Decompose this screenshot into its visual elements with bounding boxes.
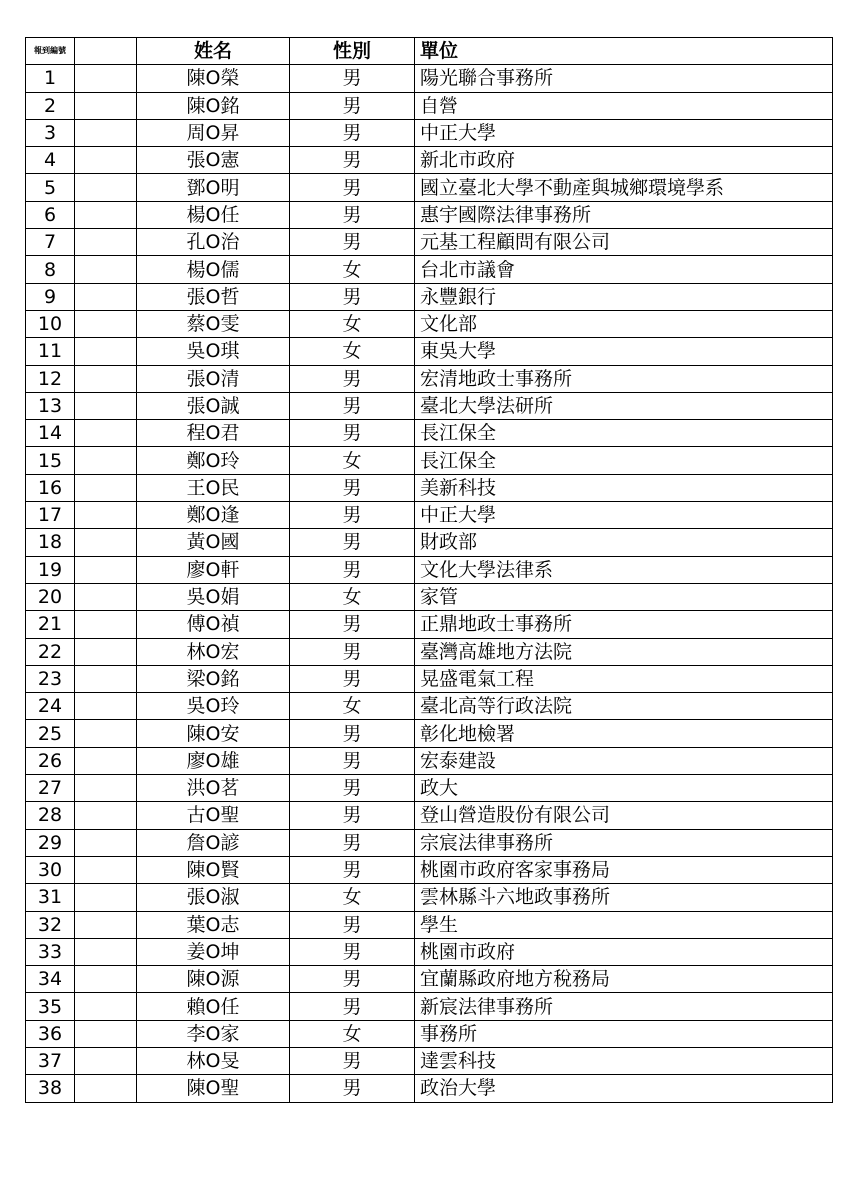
row-blank-cell <box>75 583 137 610</box>
row-name-cell: 楊O儒 <box>137 256 290 283</box>
row-blank-cell <box>75 365 137 392</box>
table-row <box>26 392 833 419</box>
row-number-cell: 38 <box>26 1075 75 1102</box>
row-name-cell: 廖O軒 <box>137 556 290 583</box>
table-row <box>26 720 833 747</box>
row-number-cell: 25 <box>26 720 75 747</box>
row-blank-cell <box>75 338 137 365</box>
row-blank-cell <box>75 502 137 529</box>
row-organization-cell: 正鼎地政士事務所 <box>415 611 833 638</box>
row-blank-cell <box>75 966 137 993</box>
row-number-cell: 2 <box>26 92 75 119</box>
table-row <box>26 693 833 720</box>
row-name-cell: 孔O治 <box>137 229 290 256</box>
row-organization-cell: 文化大學法律系 <box>415 556 833 583</box>
row-blank-cell <box>75 201 137 228</box>
table-row <box>26 174 833 201</box>
row-name-cell: 張O誠 <box>137 392 290 419</box>
table-body <box>26 65 833 1102</box>
row-gender-cell: 女 <box>290 583 415 610</box>
row-blank-cell <box>75 92 137 119</box>
row-number-cell: 17 <box>26 502 75 529</box>
row-gender-cell: 男 <box>290 775 415 802</box>
row-gender-cell: 女 <box>290 693 415 720</box>
header-checkin-number: 報到編號 <box>26 38 75 65</box>
row-number-cell: 21 <box>26 611 75 638</box>
table-row <box>26 802 833 829</box>
row-blank-cell <box>75 611 137 638</box>
row-blank-cell <box>75 1075 137 1102</box>
row-number-cell: 5 <box>26 174 75 201</box>
row-blank-cell <box>75 638 137 665</box>
row-organization-cell: 宏泰建設 <box>415 747 833 774</box>
row-blank-cell <box>75 720 137 747</box>
row-name-cell: 陳O源 <box>137 966 290 993</box>
row-gender-cell: 男 <box>290 611 415 638</box>
row-number-cell: 32 <box>26 911 75 938</box>
row-gender-cell: 男 <box>290 638 415 665</box>
row-organization-cell: 學生 <box>415 911 833 938</box>
row-gender-cell: 男 <box>290 65 415 92</box>
row-name-cell: 陳O安 <box>137 720 290 747</box>
row-name-cell: 吳O琪 <box>137 338 290 365</box>
row-organization-cell: 國立臺北大學不動產與城鄉環境學系 <box>415 174 833 201</box>
row-gender-cell: 男 <box>290 1075 415 1102</box>
table-row <box>26 420 833 447</box>
row-blank-cell <box>75 747 137 774</box>
row-organization-cell: 登山營造股份有限公司 <box>415 802 833 829</box>
row-blank-cell <box>75 229 137 256</box>
row-name-cell: 楊O任 <box>137 201 290 228</box>
table-row <box>26 310 833 337</box>
row-gender-cell: 女 <box>290 256 415 283</box>
table-row <box>26 856 833 883</box>
row-number-cell: 19 <box>26 556 75 583</box>
row-blank-cell <box>75 884 137 911</box>
row-organization-cell: 臺北高等行政法院 <box>415 693 833 720</box>
row-gender-cell: 女 <box>290 310 415 337</box>
table-row <box>26 775 833 802</box>
row-name-cell: 陳O賢 <box>137 856 290 883</box>
header-name: 姓名 <box>137 38 290 65</box>
row-name-cell: 程O君 <box>137 420 290 447</box>
row-gender-cell: 女 <box>290 338 415 365</box>
row-organization-cell: 永豐銀行 <box>415 283 833 310</box>
table-row <box>26 365 833 392</box>
row-organization-cell: 家管 <box>415 583 833 610</box>
header-organization: 單位 <box>415 38 833 65</box>
row-organization-cell: 晃盛電氣工程 <box>415 665 833 692</box>
row-name-cell: 洪O茗 <box>137 775 290 802</box>
table-row <box>26 665 833 692</box>
row-blank-cell <box>75 1047 137 1074</box>
row-name-cell: 鄭O玲 <box>137 447 290 474</box>
row-organization-cell: 長江保全 <box>415 420 833 447</box>
row-name-cell: 賴O任 <box>137 993 290 1020</box>
row-name-cell: 吳O娟 <box>137 583 290 610</box>
row-blank-cell <box>75 310 137 337</box>
row-gender-cell: 男 <box>290 665 415 692</box>
row-number-cell: 6 <box>26 201 75 228</box>
table-row <box>26 911 833 938</box>
row-gender-cell: 男 <box>290 201 415 228</box>
row-blank-cell <box>75 147 137 174</box>
row-organization-cell: 長江保全 <box>415 447 833 474</box>
row-name-cell: 鄧O明 <box>137 174 290 201</box>
row-gender-cell: 男 <box>290 556 415 583</box>
row-name-cell: 王O民 <box>137 474 290 501</box>
attendee-table <box>25 37 833 1103</box>
row-organization-cell: 宜蘭縣政府地方稅務局 <box>415 966 833 993</box>
table-row <box>26 119 833 146</box>
row-number-cell: 28 <box>26 802 75 829</box>
row-organization-cell: 新北市政府 <box>415 147 833 174</box>
row-blank-cell <box>75 119 137 146</box>
row-organization-cell: 達雲科技 <box>415 1047 833 1074</box>
row-number-cell: 37 <box>26 1047 75 1074</box>
row-number-cell: 1 <box>26 65 75 92</box>
row-number-cell: 12 <box>26 365 75 392</box>
row-organization-cell: 臺北大學法研所 <box>415 392 833 419</box>
row-gender-cell: 男 <box>290 720 415 747</box>
row-gender-cell: 男 <box>290 229 415 256</box>
row-organization-cell: 美新科技 <box>415 474 833 501</box>
row-name-cell: 張O清 <box>137 365 290 392</box>
row-organization-cell: 事務所 <box>415 1020 833 1047</box>
row-gender-cell: 女 <box>290 1020 415 1047</box>
header-blank <box>75 38 137 65</box>
row-gender-cell: 男 <box>290 529 415 556</box>
row-gender-cell: 男 <box>290 802 415 829</box>
table-row <box>26 966 833 993</box>
table-row <box>26 938 833 965</box>
row-number-cell: 36 <box>26 1020 75 1047</box>
row-organization-cell: 中正大學 <box>415 119 833 146</box>
row-gender-cell: 男 <box>290 911 415 938</box>
row-gender-cell: 男 <box>290 365 415 392</box>
row-gender-cell: 男 <box>290 1047 415 1074</box>
row-number-cell: 33 <box>26 938 75 965</box>
row-number-cell: 11 <box>26 338 75 365</box>
row-organization-cell: 臺灣高雄地方法院 <box>415 638 833 665</box>
row-gender-cell: 男 <box>290 829 415 856</box>
row-name-cell: 古O聖 <box>137 802 290 829</box>
row-name-cell: 周O昇 <box>137 119 290 146</box>
row-organization-cell: 中正大學 <box>415 502 833 529</box>
row-name-cell: 廖O雄 <box>137 747 290 774</box>
table-row <box>26 447 833 474</box>
row-gender-cell: 男 <box>290 966 415 993</box>
table-row <box>26 65 833 92</box>
row-number-cell: 7 <box>26 229 75 256</box>
table-row <box>26 1075 833 1102</box>
row-gender-cell: 男 <box>290 283 415 310</box>
row-number-cell: 18 <box>26 529 75 556</box>
row-name-cell: 李O家 <box>137 1020 290 1047</box>
row-gender-cell: 女 <box>290 447 415 474</box>
row-name-cell: 陳O聖 <box>137 1075 290 1102</box>
row-organization-cell: 文化部 <box>415 310 833 337</box>
row-organization-cell: 政治大學 <box>415 1075 833 1102</box>
row-number-cell: 3 <box>26 119 75 146</box>
row-blank-cell <box>75 474 137 501</box>
row-organization-cell: 財政部 <box>415 529 833 556</box>
table-row <box>26 338 833 365</box>
table-row <box>26 1047 833 1074</box>
row-name-cell: 姜O坤 <box>137 938 290 965</box>
row-gender-cell: 男 <box>290 92 415 119</box>
table-row <box>26 884 833 911</box>
table-row <box>26 583 833 610</box>
row-organization-cell: 惠宇國際法律事務所 <box>415 201 833 228</box>
row-blank-cell <box>75 420 137 447</box>
row-blank-cell <box>75 856 137 883</box>
row-gender-cell: 男 <box>290 420 415 447</box>
row-blank-cell <box>75 829 137 856</box>
row-blank-cell <box>75 993 137 1020</box>
row-gender-cell: 男 <box>290 938 415 965</box>
row-gender-cell: 男 <box>290 119 415 146</box>
table-row <box>26 229 833 256</box>
table-row <box>26 747 833 774</box>
row-gender-cell: 男 <box>290 392 415 419</box>
row-organization-cell: 桃園市政府 <box>415 938 833 965</box>
row-number-cell: 20 <box>26 583 75 610</box>
row-number-cell: 30 <box>26 856 75 883</box>
row-blank-cell <box>75 65 137 92</box>
row-blank-cell <box>75 938 137 965</box>
row-gender-cell: 男 <box>290 747 415 774</box>
table-row <box>26 283 833 310</box>
table-row <box>26 147 833 174</box>
table-row <box>26 474 833 501</box>
row-name-cell: 詹O諺 <box>137 829 290 856</box>
row-blank-cell <box>75 283 137 310</box>
row-name-cell: 鄭O逢 <box>137 502 290 529</box>
row-name-cell: 黃O國 <box>137 529 290 556</box>
row-organization-cell: 台北市議會 <box>415 256 833 283</box>
row-gender-cell: 男 <box>290 174 415 201</box>
table-row <box>26 611 833 638</box>
row-organization-cell: 彰化地檢署 <box>415 720 833 747</box>
row-blank-cell <box>75 665 137 692</box>
row-number-cell: 22 <box>26 638 75 665</box>
table-row <box>26 92 833 119</box>
row-number-cell: 34 <box>26 966 75 993</box>
row-organization-cell: 陽光聯合事務所 <box>415 65 833 92</box>
row-number-cell: 8 <box>26 256 75 283</box>
table-row <box>26 256 833 283</box>
row-name-cell: 梁O銘 <box>137 665 290 692</box>
row-organization-cell: 宏清地政士事務所 <box>415 365 833 392</box>
row-name-cell: 陳O銘 <box>137 92 290 119</box>
row-blank-cell <box>75 256 137 283</box>
row-number-cell: 10 <box>26 310 75 337</box>
row-number-cell: 35 <box>26 993 75 1020</box>
row-organization-cell: 東吳大學 <box>415 338 833 365</box>
row-organization-cell: 元基工程顧問有限公司 <box>415 229 833 256</box>
row-number-cell: 27 <box>26 775 75 802</box>
row-organization-cell: 雲林縣斗六地政事務所 <box>415 884 833 911</box>
row-blank-cell <box>75 911 137 938</box>
row-blank-cell <box>75 693 137 720</box>
row-organization-cell: 自營 <box>415 92 833 119</box>
row-gender-cell: 男 <box>290 502 415 529</box>
row-blank-cell <box>75 802 137 829</box>
row-number-cell: 16 <box>26 474 75 501</box>
table-row <box>26 1020 833 1047</box>
table-row <box>26 829 833 856</box>
table-row <box>26 502 833 529</box>
row-name-cell: 張O淑 <box>137 884 290 911</box>
row-blank-cell <box>75 1020 137 1047</box>
row-name-cell: 吳O玲 <box>137 693 290 720</box>
row-name-cell: 蔡O雯 <box>137 310 290 337</box>
table-row <box>26 993 833 1020</box>
row-name-cell: 陳O榮 <box>137 65 290 92</box>
row-gender-cell: 男 <box>290 147 415 174</box>
row-organization-cell: 政大 <box>415 775 833 802</box>
row-number-cell: 31 <box>26 884 75 911</box>
row-number-cell: 13 <box>26 392 75 419</box>
row-name-cell: 張O憲 <box>137 147 290 174</box>
header-gender: 性別 <box>290 38 415 65</box>
row-number-cell: 26 <box>26 747 75 774</box>
row-name-cell: 林O旻 <box>137 1047 290 1074</box>
row-blank-cell <box>75 529 137 556</box>
row-number-cell: 23 <box>26 665 75 692</box>
row-blank-cell <box>75 174 137 201</box>
row-number-cell: 15 <box>26 447 75 474</box>
row-blank-cell <box>75 392 137 419</box>
row-number-cell: 4 <box>26 147 75 174</box>
row-name-cell: 傅O禎 <box>137 611 290 638</box>
row-gender-cell: 男 <box>290 856 415 883</box>
row-gender-cell: 男 <box>290 474 415 501</box>
row-number-cell: 9 <box>26 283 75 310</box>
row-blank-cell <box>75 775 137 802</box>
row-number-cell: 29 <box>26 829 75 856</box>
row-gender-cell: 女 <box>290 884 415 911</box>
row-organization-cell: 新宸法律事務所 <box>415 993 833 1020</box>
row-number-cell: 24 <box>26 693 75 720</box>
row-name-cell: 林O宏 <box>137 638 290 665</box>
row-gender-cell: 男 <box>290 993 415 1020</box>
table-row <box>26 201 833 228</box>
row-name-cell: 葉O志 <box>137 911 290 938</box>
table-row <box>26 529 833 556</box>
header-row <box>26 38 833 65</box>
row-name-cell: 張O哲 <box>137 283 290 310</box>
row-number-cell: 14 <box>26 420 75 447</box>
row-organization-cell: 桃園市政府客家事務局 <box>415 856 833 883</box>
table-row <box>26 556 833 583</box>
row-blank-cell <box>75 447 137 474</box>
row-blank-cell <box>75 556 137 583</box>
table-row <box>26 638 833 665</box>
row-organization-cell: 宗宸法律事務所 <box>415 829 833 856</box>
